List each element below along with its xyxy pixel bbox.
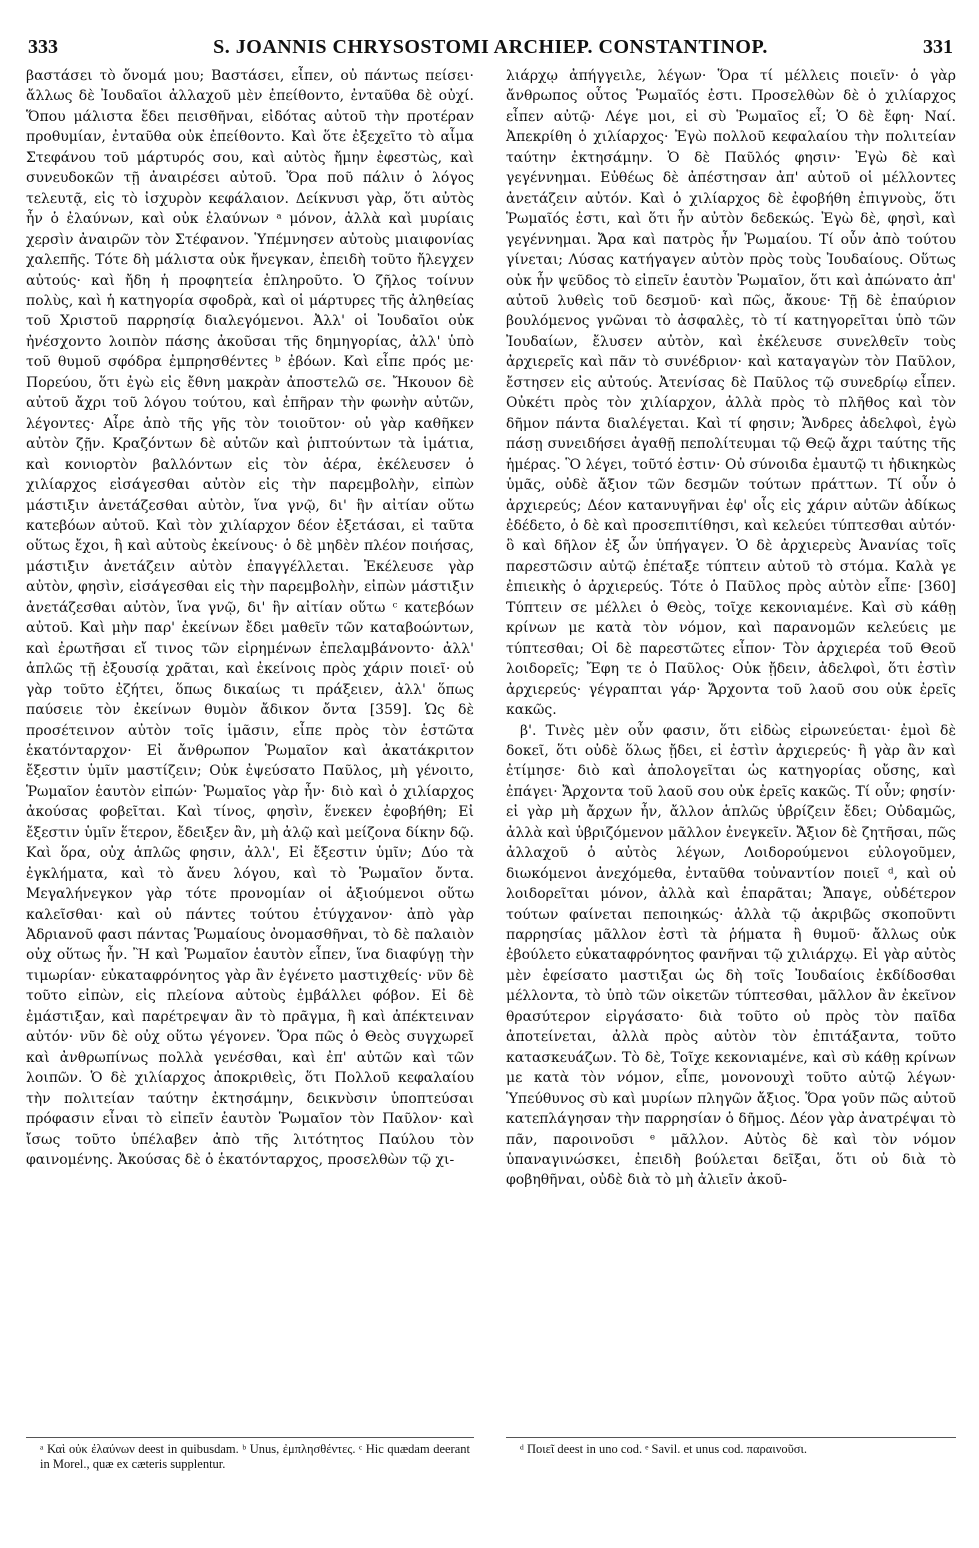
footnote-rule-right [506, 1437, 956, 1438]
footnotes-left [40, 1442, 470, 1472]
running-header [28, 36, 953, 58]
footnote-left-text: ᵃ Καὶ οὐκ ἐλαύνων deest in quibusdam. ᵇ Unus, ἐμπλησθέντες. ᶜ Hic quædam deerant in Morel., quæ ex cæteris supplentur. [40, 1442, 470, 1471]
running-title: S. JOANNIS CHRYSOSTOMI ARCHIEP. CONSTANTINOP. [213, 36, 768, 58]
footnotes-right [520, 1442, 956, 1457]
right-column [506, 66, 956, 1191]
page-number-left: 333 [28, 36, 58, 58]
left-column [26, 66, 474, 1170]
footnote-rule-left [26, 1437, 474, 1438]
left-column-text: βαστάσει τὸ ὄνομά μου; Βαστάσει, εἶπεν, οὐ πάντως πείσει· ἄλλως δὲ Ἰουδαῖοι ἀλλαχοῦ μὲν ἐπείθοντο, ἐνταῦθα δὲ οὐχί. Ὅπου μάλιστα ἔδει πεισθῆναι, εἰδότας αὐτοῦ τὴν προτέραν προθυμίαν, ἐνταῦθα οὐκ ἐπείθοντο. Καὶ ὅτε ἐξεχεῖτο τὸ αἷμα Στεφάνου τοῦ μάρτυρός σου, καὶ αὐτὸς ἤμην ἐφεστὼς, καὶ συνευδοκῶν τῇ ἀναιρέσει αὐτοῦ. Ὅρα ποῦ πάλιν ὁ λόγος τελευτᾷ, εἰς τὸ ἰσχυρὸν κεφάλαιον. Δείκνυσι γὰρ, ὅτι αὐτὸς ἦν ὁ ἐλαύνων, καὶ οὐκ ἐλαύνων ᵃ μόνον, ἀλλὰ καὶ μυρίαις χερσὶν ἀναιρῶν τὸν Στέφανον. Ὑπέμνησεν αὐτοὺς μιαιφονίας χαλεπῆς. Τότε δὴ μάλιστα οὐκ ἤνεγκαν, ἐπειδὴ τοῦτο ἤλεγχεν αὐτούς· καὶ ἤδη ἡ προφητεία ἐπληροῦτο. Ὁ ζῆλος τοίνυν πολὺς, καὶ ἡ κατηγορία σφοδρὰ, καὶ οἱ μάρτυρες τῆς ἀληθείας τοῦ Χριστοῦ παρρησίᾳ διαλεγόμενοι. Ἀλλ' οἱ Ἰουδαῖοι οὐκ ἠνέσχοντο λοιπὸν πάσης ἀκοῦσαι τῆς δημηγορίας, ἀλλ' ὑπὸ τοῦ θυμοῦ σφόδρα ἐμπρησθέντες ᵇ ἐβόων. Καὶ εἶπε πρός με· Πορεύου, ὅτι ἐγὼ εἰς ἔθνη μακρὰν ἀποστελῶ σε. Ἤκουον δὲ αὐτοῦ ἄχρι τοῦ λόγου τούτου, καὶ ἐπῆραν τὴν φωνὴν αὐτῶν, λέγοντες· Αἶρε ἀπὸ τῆς γῆς τὸν τοιοῦτον· οὐ γὰρ καθῆκεν αὐτὸν ζῇν. Κραζόντων δὲ αὐτῶν καὶ ῥιπτούντων τὰ ἱμάτια, καὶ κονιορτὸν βαλλόντων εἰς τὸν ἀέρα, ἐκέλευσεν ὁ χιλίαρχος εἰσάγεσθαι αὐτὸν εἰς τὴν παρεμβολὴν, εἰπὼν μάστιξιν ἀνετάζεσθαι αὐτὸν, ἵνα γνῷ, δι' ἣν αἰτίαν οὕτω κατεβόων αὐτοῦ. Καὶ τὸν χιλίαρχον δέον ἐξετάσαι, εἰ ταῦτα οὕτως ἔχοι, ἢ καὶ αὐτοὺς ἐκείνους· ὁ δὲ μηδὲν πλέον ποιήσας, μάστιξιν ἀνετάζειν αὐτὸν ἐπαγγέλλεται. Ἐκέλευσε γὰρ αὐτὸν, φησὶν, εἰσάγεσθαι εἰς τὴν παρεμβολὴν, εἰπὼν μάστιξιν ἀνετάζεσθαι αὐτὸν, ἵνα γνῷ, δι' ἣν αἰτίαν οὕτω ᶜ κατεβόων αὐτοῦ. Καὶ μὴν παρ' ἐκείνων ἔδει μαθεῖν τῶν καταβοώντων, καὶ ἐρωτῆσαι εἴ τινος τῶν εἰρημένων ἐπελαμβάνοντο· ἀλλ' ἁπλῶς τῇ ἐξουσίᾳ χρᾶται, καὶ ἐκείνοις πρὸς χάριν ποιεῖ· οὐ γὰρ τοῦτο ἐζήτει, ὅπως δικαίως τι πράξειεν, ἀλλ' ὅπως παύσειε τὸν ἐκείνων θυμὸν ἄδικον ὄντα [359]. Ὡς δὲ προσέτεινον αὐτὸν τοῖς ἱμᾶσιν, εἶπε πρὸς τὸν ἑστῶτα ἑκατόνταρχον· Εἰ ἄνθρωπον Ῥωμαῖον καὶ ἀκατάκριτον ἔξεστιν ὑμῖν μαστίζειν; Οὐκ ἐψεύσατο Παῦλος, μὴ γένοιτο, Ῥωμαῖον ἑαυτὸν εἰπών· Ῥωμαῖος γὰρ ἦν· διὸ καὶ ὁ χιλίαρχος ἀκούσας φοβεῖται. Καὶ τίνος, φησὶν, ἕνεκεν ἐφοβήθη; Εἰ ἔξεστιν ὑμῖν ἕτερον, ἔδειξεν ἂν, μὴ ἀλῷ καὶ μείζονα δίκην δῷ. Καὶ ὅρα, οὐχ ἁπλῶς φησιν, ἀλλ', Εἰ ἔξεστιν ὑμῖν; Δύο τὰ ἐγκλήματα, καὶ τὸ ἄνευ λόγου, καὶ τὸ Ῥωμαῖον ὄντα. Μεγαλήνεγκον γὰρ τότε προνομίαν οἱ ἀξιούμενοι οὕτω καλεῖσθαι· καὶ οὐ πάντες τούτου ἐτύγχανον· ἀπὸ γὰρ Ἀδριανοῦ φασι πάντας Ῥωμαίους ὀνομασθῆναι, τὸ δὲ παλαιὸν οὐχ οὕτως ἦν. Ἢ καὶ Ῥωμαῖον ἑαυτὸν εἶπεν, ἵνα διαφύγῃ τὴν τιμωρίαν· εὐκαταφρόνητος γὰρ ἂν ἐγένετο μαστιχθείς· νῦν δὲ τοῦτο εἰπὼν, εἰς πλείονα αὐτοὺς ἐμβάλλει φόβον. Εἰ δὲ ἐμάστιξαν, καὶ παρέτρεψαν ἂν τὸ πρᾶγμα, ἢ καὶ ἀπέκτειναν αὐτόν· νῦν δὲ οὐχ οὕτω γέγονεν. Ὅρα πῶς ὁ Θεὸς συγχωρεῖ καὶ ἀνθρωπίνως πολλὰ γενέσθαι, καὶ ἐπ' αὐτῶν καὶ τῶν λοιπῶν. Ὁ δὲ χιλίαρχος ἀποκριθεὶς, ὅτι Πολλοῦ κεφαλαίου τὴν πολιτείαν ταύτην ἐκτησάμην, δεικνὺσιν ὑποπτεύσαι πρόφασιν εἶναι τὸ εἰπεῖν ἑαυτὸν Ῥωμαῖον τὸν Παῦλον· καὶ ἴσως τοῦτο ὑπέλαβεν ἀπὸ τῆς λιτότητος Παύλου τὸν φαινομένης. Ἀκούσας δὲ ὁ ἑκατόνταρχος, προσελθὼν τῷ χι- [26, 68, 474, 1169]
right-column-text-2: β'. Τινὲς μὲν οὖν φασιν, ὅτι εἰδὼς εἰρωνεύεται· ἐμοὶ δὲ δοκεῖ, ὅτι οὐδὲ ὅλως ᾔδει, εἰ ἐστὶν ἀρχιερεύς· ἢ γὰρ ἂν καὶ ἐτίμησε· διὸ καὶ ἀπολογεῖται ὡς κατηγορίας οὔσης, καὶ ἐπάγει· Ἄρχοντα τοῦ λαοῦ σου οὐκ ἐρεῖς κακῶς. Τί οὖν; φησίν· εἰ γὰρ μὴ ἄρχων ἦν, ἄλλον ἁπλῶς ὑβρίζειν ἔδει; Οὐδαμῶς, ἀλλὰ καὶ ὑβριζόμενον μᾶλλον ἐνεγκεῖν. Ἄξιον δὲ ζητῆσαι, πῶς ἀλλαχοῦ ὁ αὐτὸς λέγων, Λοιδορούμενοι εὐλογοῦμεν, διωκόμενοι ἀνεχόμεθα, ἐνταῦθα τοὐναντίον ποιεῖ ᵈ, καὶ οὐ λοιδορεῖται μόνον, ἀλλὰ καὶ ἐπαρᾶται; Ἄπαγε, οὐδέτερον τούτων φαίνεται πεποιηκώς· ἀλλὰ τῷ ἀκριβῶς σκοποῦντι παρρησίας μᾶλλον ἐστὶ τὰ ῥήματα ἢ θυμοῦ· ἄλλως οὐκ ἐβούλετο εὐκαταφρόνητος φανῆναι τῷ χιλιάρχῳ. Εἰ γὰρ αὐτὸς μὲν ἐφείσατο μαστιξαι ὡς δὴ τοῖς Ἰουδαίοις ἐκδίδοσθαι μέλλοντα, τὸ ὑπὸ τῶν οἰκετῶν τύπτεσθαι, μᾶλλον ἂν ἐκεῖνον θρασύτερον εἰργάσατο· διὰ τοῦτο οὐ πρὸς τὸν παῖδα ἀποτείνεται, ἀλλὰ πρὸς αὐτὸν τὸν ἐπιτάξαντα, τοῦτο κατασκευάζων. Τὸ δὲ, Τοῖχε κεκονιαμένε, καὶ σὺ κάθῃ κρίνων με κατὰ τὸν νόμον, εἶπε, μονονουχὶ τοῦτο αὐτῷ λέγων· Ὑπεύθυνος σὺ καὶ μυρίων πληγῶν ἄξιος. Ὅρα γοῦν πῶς αὐτοῦ κατεπλάγησαν τὴν παρρησίαν ὁ δῆμος. Δέον γὰρ ἀνατρέψαι τὸ πᾶν, παροινοῦσι ᵉ μᾶλλον. Αὐτὸς δὲ καὶ τὸν νόμον ὑπαναγινώσκει, ἐπειδὴ βούλεται δεῖξαι, ὅτι οὐ διὰ τὸ φοβηθῆναι, οὐδὲ διὰ τὸ μὴ ἀλιεῖν ἀκοῦ- [506, 722, 956, 1189]
right-column-text-1: λιάρχῳ ἀπήγγειλε, λέγων· Ὅρα τί μέλλεις ποιεῖν· ὁ γὰρ ἄνθρωπος οὗτος Ῥωμαῖός ἐστι. Προσελθὼν δὲ ὁ χιλίαρχος εἶπεν αὐτῷ· Λέγε μοι, εἰ σὺ Ῥωμαῖος εἶ; Ὁ δὲ ἔφη· Ναί. Ἀπεκρίθη ὁ χιλίαρχος· Ἐγὼ πολλοῦ κεφαλαίου τὴν πολιτείαν ταύτην ἐκτησάμην. Ὁ δὲ Παῦλός φησιν· Ἐγὼ δὲ καὶ γεγέννημαι. Εὐθέως δὲ ἀπέστησαν ἀπ' αὐτοῦ οἱ μέλλοντες ἀνετάζειν αὐτόν. Καὶ ὁ χιλίαρχος δὲ ἐφοβήθη ἐπιγνοὺς, ὅτι Ῥωμαῖός ἐστι, καὶ ὅτι ἦν αὐτὸν δεδεκώς. Ἐγὼ δὲ, φησὶ, καὶ γεγέννημαι. Ἄρα καὶ πατρὸς ἦν Ῥωμαίου. Τί οὖν ἀπὸ τούτου γίνεται; Λύσας κατήγαγεν αὐτὸν πρὸς τοὺς Ἰουδαίους. Οὕτως οὐκ ἦν ψεῦδος τὸ εἰπεῖν ἑαυτὸν Ῥωμαῖον, ὅτι καὶ ἀπώνατο ἀπ' αὐτοῦ λυθεὶς τοῦ δεσμοῦ· καὶ πῶς, ἄκουε· Τῇ δὲ ἐπαύριον βουλόμενος γνῶναι τὸ ἀσφαλὲς, τὸ τί κατηγορεῖται ὑπὸ τῶν Ἰουδαίων, ἔλυσεν αὐτὸν, καὶ ἐκέλευσε συνελθεῖν τοὺς ἀρχιερεῖς καὶ πᾶν τὸ συνέδριον· καὶ καταγαγὼν τὸν Παῦλον, ἔστησεν εἰς αὐτούς. Ἀτενίσας δὲ Παῦλος τῷ συνεδρίῳ εἶπεν. Οὐκέτι πρὸς τὸν χιλίαρχον, ἀλλὰ πρὸς τὸ πλῆθος καὶ τὸν δῆμον πάντα διαλέγεται. Καὶ τί φησιν; Ἄνδρες ἀδελφοὶ, ἐγὼ πάσῃ συνειδήσει ἀγαθῇ πεπολίτευμαι τῷ Θεῷ ἄχρι ταύτης τῆς ἡμέρας. Ὃ λέγει, τοῦτό ἐστιν· Οὐ σύνοιδα ἐμαυτῷ τι ἠδικηκὼς ὑμᾶς, οὐδὲ ἄξιον τῶν δεσμῶν τούτων πράττων. Τί οὖν ὁ ἀρχιερεύς; Δέον κατανυγῆναι ἐφ' οἷς εἰς χάριν αὐτῶν ἀδίκως ἐδέδετο, ὁ δὲ καὶ προσεπιτίθησι, καὶ κελεύει τύπτεσθαι αὐτόν· ὃ καὶ δῆλον ἐξ ὧν ὑπήγαγεν. Ὁ δὲ ἀρχιερεὺς Ἀνανίας τοῖς παρεστῶσιν αὐτῷ ἐπέταξε τύπτειν αὐτοῦ τὸ στόμα. Καλὰ γε ἐπιεικὴς ὁ ἀρχιερεύς. Τότε ὁ Παῦλος πρὸς αὐτὸν εἶπε· [360] Τύπτειν σε μέλλει ὁ Θεὸς, τοῖχε κεκονιαμένε. Καὶ σὺ κάθῃ κρίνων με κατὰ τὸν νόμον, καὶ παρανομῶν κελεύεις με τύπτεσθαι; Οἱ δὲ παρεστῶτες εἶπον· Τὸν ἀρχιερέα τοῦ Θεοῦ λοιδορεῖς; Ἔφη τε ὁ Παῦλος· Οὐκ ᾔδειν, ἀδελφοὶ, ὅτι ἐστὶν ἀρχιερεύς· γέγραπται γάρ· Ἄρχοντα τοῦ λαοῦ σου οὐκ ἐρεῖς κακῶς. [506, 68, 956, 719]
page-number-right: 331 [923, 36, 953, 58]
footnote-right-text: ᵈ Ποιεῖ deest in uno cod. ᵉ Savil. et unus cod. παραινοῦσι. [520, 1442, 808, 1456]
